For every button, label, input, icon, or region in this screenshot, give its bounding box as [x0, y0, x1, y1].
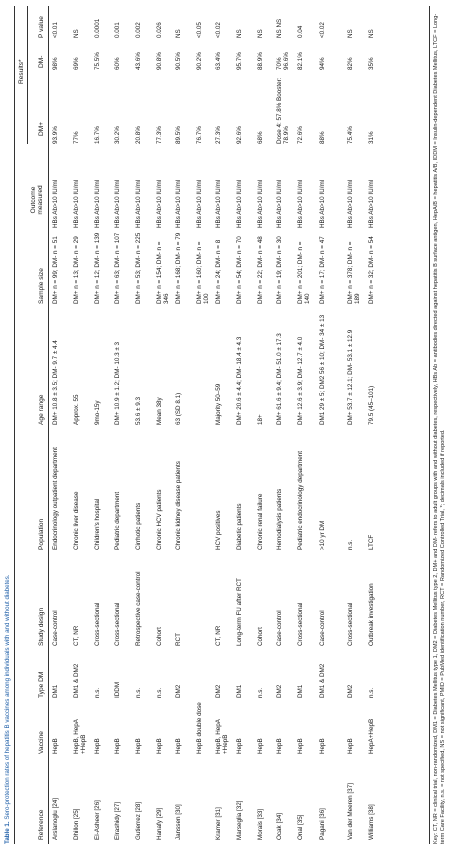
cell-dm-plus: 72.6%	[297, 126, 304, 144]
cell-vaccine: HepB, HepA +HepB	[73, 719, 88, 754]
cell-age-range: DM+ 10.9 ± 1.2; DM- 10.3 ± 3	[114, 341, 121, 425]
cell-age-range: Approx. 55	[73, 394, 80, 425]
cell-type-dm: n.s.	[94, 687, 101, 698]
cell-study-design: Long-term FU after RCT	[236, 578, 243, 646]
cell-p-value: NS	[347, 29, 354, 38]
cell-dm-minus: 82.1%	[297, 52, 304, 70]
cell-p-value: NS	[236, 29, 243, 38]
header-results: Results*	[18, 59, 25, 84]
cell-age-range: DM+ 20.6 ± 4.4; DM- 18.4 ± 4.3	[236, 336, 243, 425]
cell-dm-minus: 94%	[319, 57, 326, 70]
cell-age-range: 18+	[257, 414, 264, 425]
cell-type-dm: DM1	[236, 684, 243, 698]
cell-study-design: Cross-sectional	[114, 602, 121, 646]
cell-reference: Onal [35]	[297, 814, 304, 840]
cell-vaccine: HepB	[175, 738, 182, 754]
cell-p-value: <0.01	[52, 22, 59, 38]
cell-dm-plus: 20.8%	[135, 126, 142, 144]
cell-vaccine: HepB	[156, 738, 163, 754]
cell-vaccine: HepB	[52, 738, 59, 754]
cell-study-design: CT, NR	[215, 625, 222, 646]
cell-sample-size: DM+ n = 17; DM- n = 47	[319, 236, 326, 304]
caption-text: Sero-protection rates of hepatitis B vaccines among individuals with and without diabetes.	[4, 574, 11, 820]
cell-type-dm: DM2	[347, 684, 354, 698]
cell-p-value: NS	[73, 29, 80, 38]
cell-type-dm: n.s.	[156, 687, 163, 698]
cell-outcome: HBs Ab>10 IU/ml	[236, 179, 243, 228]
cell-p-value: NS	[175, 29, 182, 38]
cell-dm-plus: 76.7%	[196, 126, 203, 144]
cell-reference: Morais [33]	[257, 808, 264, 840]
cell-sample-size: DM+ n = 32; DM- n = 54	[368, 236, 375, 304]
cell-vaccine: HepB	[347, 738, 354, 754]
cell-age-range: Mean 38y	[156, 397, 163, 425]
header-vaccine: Vaccine	[38, 731, 45, 754]
cell-population: Pediatric department	[114, 491, 121, 550]
cell-vaccine: HepB	[297, 738, 304, 754]
header-reference: Reference	[38, 809, 45, 840]
cell-sample-size: DM+ n = 13; DM- n = 29	[73, 236, 80, 304]
cell-dm-minus: 90.2%	[196, 52, 203, 70]
cell-dm-minus: 43.6%	[135, 52, 142, 70]
cell-outcome: HBs Ab>10 IU/ml	[156, 179, 163, 228]
cell-outcome: HBs Ab>10 IU/ml	[368, 179, 375, 228]
cell-type-dm: n.s.	[368, 687, 375, 698]
cell-dm-minus: 98%	[52, 57, 59, 70]
cell-type-dm: DM1	[52, 684, 59, 698]
cell-reference: Van der Meeren [37]	[347, 783, 354, 840]
cell-p-value: NS	[257, 29, 264, 38]
cell-p-value: 0.001	[114, 22, 121, 38]
cell-p-value: 0.0001	[94, 18, 101, 38]
cell-vaccine: HepB	[114, 738, 121, 754]
cell-dm-minus: 75.5%	[94, 52, 101, 70]
cell-population: >10 yr DM	[319, 520, 326, 550]
header-outcome-measured: Outcome measured	[30, 185, 45, 215]
cell-sample-size: DM+ n = 160; DM- n = 100	[196, 241, 211, 304]
cell-outcome: HBs Ab>10 IU/ml	[73, 179, 80, 228]
cell-dm-plus: 77.3%	[156, 126, 163, 144]
cell-p-value: <0.02	[319, 22, 326, 38]
cell-population: n.s.	[347, 539, 354, 550]
header-age-range: Age range	[38, 394, 45, 425]
cell-sample-size: DM+ n = 12; DM- n = 139	[94, 232, 101, 304]
cell-population: Chronic kidney disease patients	[175, 461, 182, 550]
cell-dm-plus: 16.7%	[94, 126, 101, 144]
cell-sample-size: DM+ n = 154; DM- n = 346	[156, 241, 171, 304]
cell-study-design: Outbreak investigation	[368, 583, 375, 646]
cell-study-design: Case-control	[319, 610, 326, 646]
table-bottom-rule	[429, 6, 430, 844]
cell-p-value: <0.02	[215, 22, 222, 38]
cell-vaccine: HepB double dose	[196, 702, 203, 754]
cell-dm-plus: 77%	[73, 131, 80, 144]
cell-reference: El-Asheer [26]	[94, 800, 101, 840]
cell-sample-size: DM+ n = 54; DM- n = 70	[236, 236, 243, 304]
cell-study-design: Retrospective case-control	[135, 571, 142, 646]
cell-sample-size: DM+ n = 19; DM- n = 30	[276, 236, 283, 304]
cell-reference: Hanafy [29]	[156, 807, 163, 840]
cell-p-value: 0.04	[297, 25, 304, 38]
cell-sample-size: DM+ n = 24; DM- n = 8	[215, 239, 222, 304]
cell-p-value: NS NS	[276, 18, 283, 38]
header-type-dm: Type DM	[38, 671, 45, 698]
cell-sample-size: DM+ n = 63; DM- n = 107	[114, 232, 121, 304]
cell-type-dm: DM1	[297, 684, 304, 698]
cell-study-design: Case-control	[276, 610, 283, 646]
cell-age-range: 53.6 ± 9.3	[135, 397, 142, 425]
cell-population: Pediatric endocrinology department	[297, 450, 304, 550]
cell-population: Chronic HCV patients	[156, 489, 163, 550]
cell-dm-minus: 60%	[114, 57, 121, 70]
cell-outcome: HBs Ab>10 IU/ml	[257, 179, 264, 228]
cell-age-range: DM+ 53.7 ± 12.1; DM- 53.1 ± 12.9	[347, 329, 354, 425]
cell-dm-minus: 35%	[368, 57, 375, 70]
header-population: Population	[38, 518, 45, 550]
cell-study-design: Cross-sectional	[297, 602, 304, 646]
cell-reference: Pagani [36]	[319, 808, 326, 840]
table-top-rule	[14, 6, 15, 844]
cell-outcome: HBs Ab>10 IU/ml	[114, 179, 121, 228]
cell-population: Children's hospital	[94, 498, 101, 550]
cell-population: HCV positives	[215, 510, 222, 550]
cell-population: Cirrhotic patients	[135, 502, 142, 550]
cell-reference: Janssen [30]	[175, 804, 182, 840]
cell-study-design: RCT	[175, 633, 182, 646]
cell-vaccine: HepA+HepB	[368, 718, 375, 754]
cell-vaccine: HepB, HepA +HepB	[215, 719, 230, 754]
cell-population: Chronic liver disease	[73, 491, 80, 550]
cell-dm-plus: 89.5%	[175, 126, 182, 144]
cell-dm-plus: 30.2%	[114, 126, 121, 144]
cell-sample-size: DM+ n = 201; DM- n = 140	[297, 241, 312, 304]
cell-reference: Kramer [31]	[215, 807, 222, 840]
cell-reference: Dhillon [25]	[73, 808, 80, 840]
cell-age-range: 63 (SD 8.1)	[175, 392, 182, 425]
cell-vaccine: HepB	[94, 738, 101, 754]
cell-reference: Williams [38]	[368, 804, 375, 840]
cell-type-dm: DM2	[175, 684, 182, 698]
cell-reference: Marseglia [32]	[236, 800, 243, 840]
table-caption	[4, 574, 11, 844]
cell-type-dm: DM2	[215, 684, 222, 698]
cell-dm-minus: 88.9%	[257, 52, 264, 70]
cell-outcome: HBs Ab>10 IU/ml	[94, 179, 101, 228]
cell-dm-minus: 90.5%	[175, 52, 182, 70]
header-sample-size: Sample size	[38, 268, 45, 304]
results-spanner-rule	[27, 6, 28, 144]
cell-type-dm: DM2	[276, 684, 283, 698]
cell-outcome: HBs Ab>10 IU/ml	[215, 179, 222, 228]
cell-type-dm: DM1 & DM2	[73, 663, 80, 698]
cell-study-design: Cohort	[257, 627, 264, 646]
caption-label: Table 1.	[4, 821, 11, 844]
cell-study-design: Cross-sectional	[347, 602, 354, 646]
cell-age-range: 79.5 (45–101)	[368, 385, 375, 425]
cell-dm-plus: 75.4%	[347, 126, 354, 144]
cell-vaccine: HepB	[257, 738, 264, 754]
cell-sample-size: DM+ n = 53; DM- n = 225	[135, 232, 142, 304]
cell-dm-plus: 27.3%	[215, 126, 222, 144]
cell-age-range: 9mo-15y	[94, 400, 101, 425]
cell-type-dm: IDDM	[114, 681, 121, 698]
cell-p-value: 0.002	[135, 22, 142, 38]
cell-reference: Elrashidy [27]	[114, 801, 121, 840]
cell-dm-minus: 82%	[347, 57, 354, 70]
header-p-value: P value	[38, 16, 45, 38]
cell-type-dm: DM1 & DM2	[319, 663, 326, 698]
cell-age-range: DM1 29 ± 5; DM2 56 ± 10; DM- 34 ± 13	[319, 314, 326, 425]
cell-dm-plus: 88%	[319, 131, 326, 144]
cell-vaccine: HepB	[319, 738, 326, 754]
table-footnote: Key: CT, NR = clinical trial, non-randomized, DM1 = Diabetes Mellitus type 1, DM2 = Diabetes Mellitus type 2, DM+ and DM- refers to adult groups with and without diabetes, respectively, HBs Ab = antibodies directed against hepatitis B surface antigen, HepA/B = hepatitis A/B, IDDM = Insulin-dependent Diabetes Mellitus, LTCF = Long-term Care Facility, n.s. = not specified, NS = not significant, PMID = PubMed identification number, RCT = Randomized Controlled Trial, *; decimals included if reported.	[433, 13, 446, 844]
cell-p-value: NS	[368, 29, 375, 38]
cell-sample-size: DM+ n = 99; DM- n = 51	[52, 236, 59, 304]
cell-study-design: Case-control	[52, 610, 59, 646]
cell-population: Endocrinology outpatient department	[52, 447, 59, 550]
cell-outcome: HBs Ab>10 IU/ml	[319, 179, 326, 228]
cell-reference: Arslanoglu [24]	[52, 797, 59, 840]
header-dm-minus: DM-	[38, 55, 45, 68]
cell-dm-minus: 90.8%	[156, 52, 163, 70]
cell-sample-size: DM+ n = 168; DM- n = 79	[175, 232, 182, 304]
cell-dm-minus: 95.7%	[236, 52, 243, 70]
cell-age-range: DM+ 10.8 ± 3.5; DM- 9.7 ± 4.4	[52, 340, 59, 425]
header-study-design: Study design	[38, 607, 45, 646]
cell-sample-size: DM+ n = 378; DM- n = 189	[347, 241, 362, 304]
cell-outcome: HBs Ab>10 IU/ml	[196, 179, 203, 228]
cell-outcome: HBs Ab>10 IU/ml	[175, 179, 182, 228]
cell-type-dm: n.s.	[257, 687, 264, 698]
cell-vaccine: HepB	[135, 738, 142, 754]
cell-study-design: Cross-sectional	[94, 602, 101, 646]
cell-dm-plus: 92.6%	[236, 126, 243, 144]
cell-outcome: HBs Ab>10 IU/ml	[347, 179, 354, 228]
cell-outcome: HBs Ab>10 IU/ml	[276, 179, 283, 228]
cell-dm-plus: Dose 4: 57.8% Booster: 78.9%	[276, 77, 291, 144]
header-dm-plus: DM+	[38, 121, 45, 136]
cell-age-range: DM+ 61.6 ± 9.4; DM- 51.0 ± 17.3	[276, 333, 283, 425]
cell-dm-minus: 70% 96.6%	[276, 52, 291, 70]
cell-type-dm: n.s.	[135, 687, 142, 698]
cell-vaccine: HepB	[236, 738, 243, 754]
cell-p-value: <0.05	[196, 22, 203, 38]
cell-reference: Gutierrez [28]	[135, 801, 142, 840]
cell-population: Hemodialysis patients	[276, 488, 283, 550]
cell-population: Diabetic patients	[236, 503, 243, 550]
header-bottom-rule	[48, 6, 49, 844]
cell-dm-plus: 31%	[368, 131, 375, 144]
cell-dm-minus: 63.4%	[215, 52, 222, 70]
cell-dm-minus: 69%	[73, 57, 80, 70]
cell-outcome: HBs Ab>10 IU/ml	[135, 179, 142, 228]
cell-age-range: Majority 50–59	[215, 383, 222, 425]
cell-vaccine: HepB	[276, 738, 283, 754]
cell-study-design: Cohort	[156, 627, 163, 646]
cell-dm-plus: 68%	[257, 131, 264, 144]
cell-population: LTCF	[368, 534, 375, 550]
cell-p-value: 0.026	[156, 22, 163, 38]
cell-sample-size: DM+ n = 22; DM- n = 48	[257, 236, 264, 304]
cell-dm-plus: 93.9%	[52, 126, 59, 144]
cell-outcome: HBs Ab>10 IU/ml	[297, 179, 304, 228]
cell-age-range: DM+ 12.6 ± 3.9; DM- 12.7 ± 4.0	[297, 336, 304, 425]
cell-reference: Ocak [34]	[276, 813, 283, 840]
cell-study-design: CT, NR	[73, 625, 80, 646]
cell-population: Chronic renal failure	[257, 493, 264, 550]
cell-outcome: HBs Ab>10 IU/ml	[52, 179, 59, 228]
